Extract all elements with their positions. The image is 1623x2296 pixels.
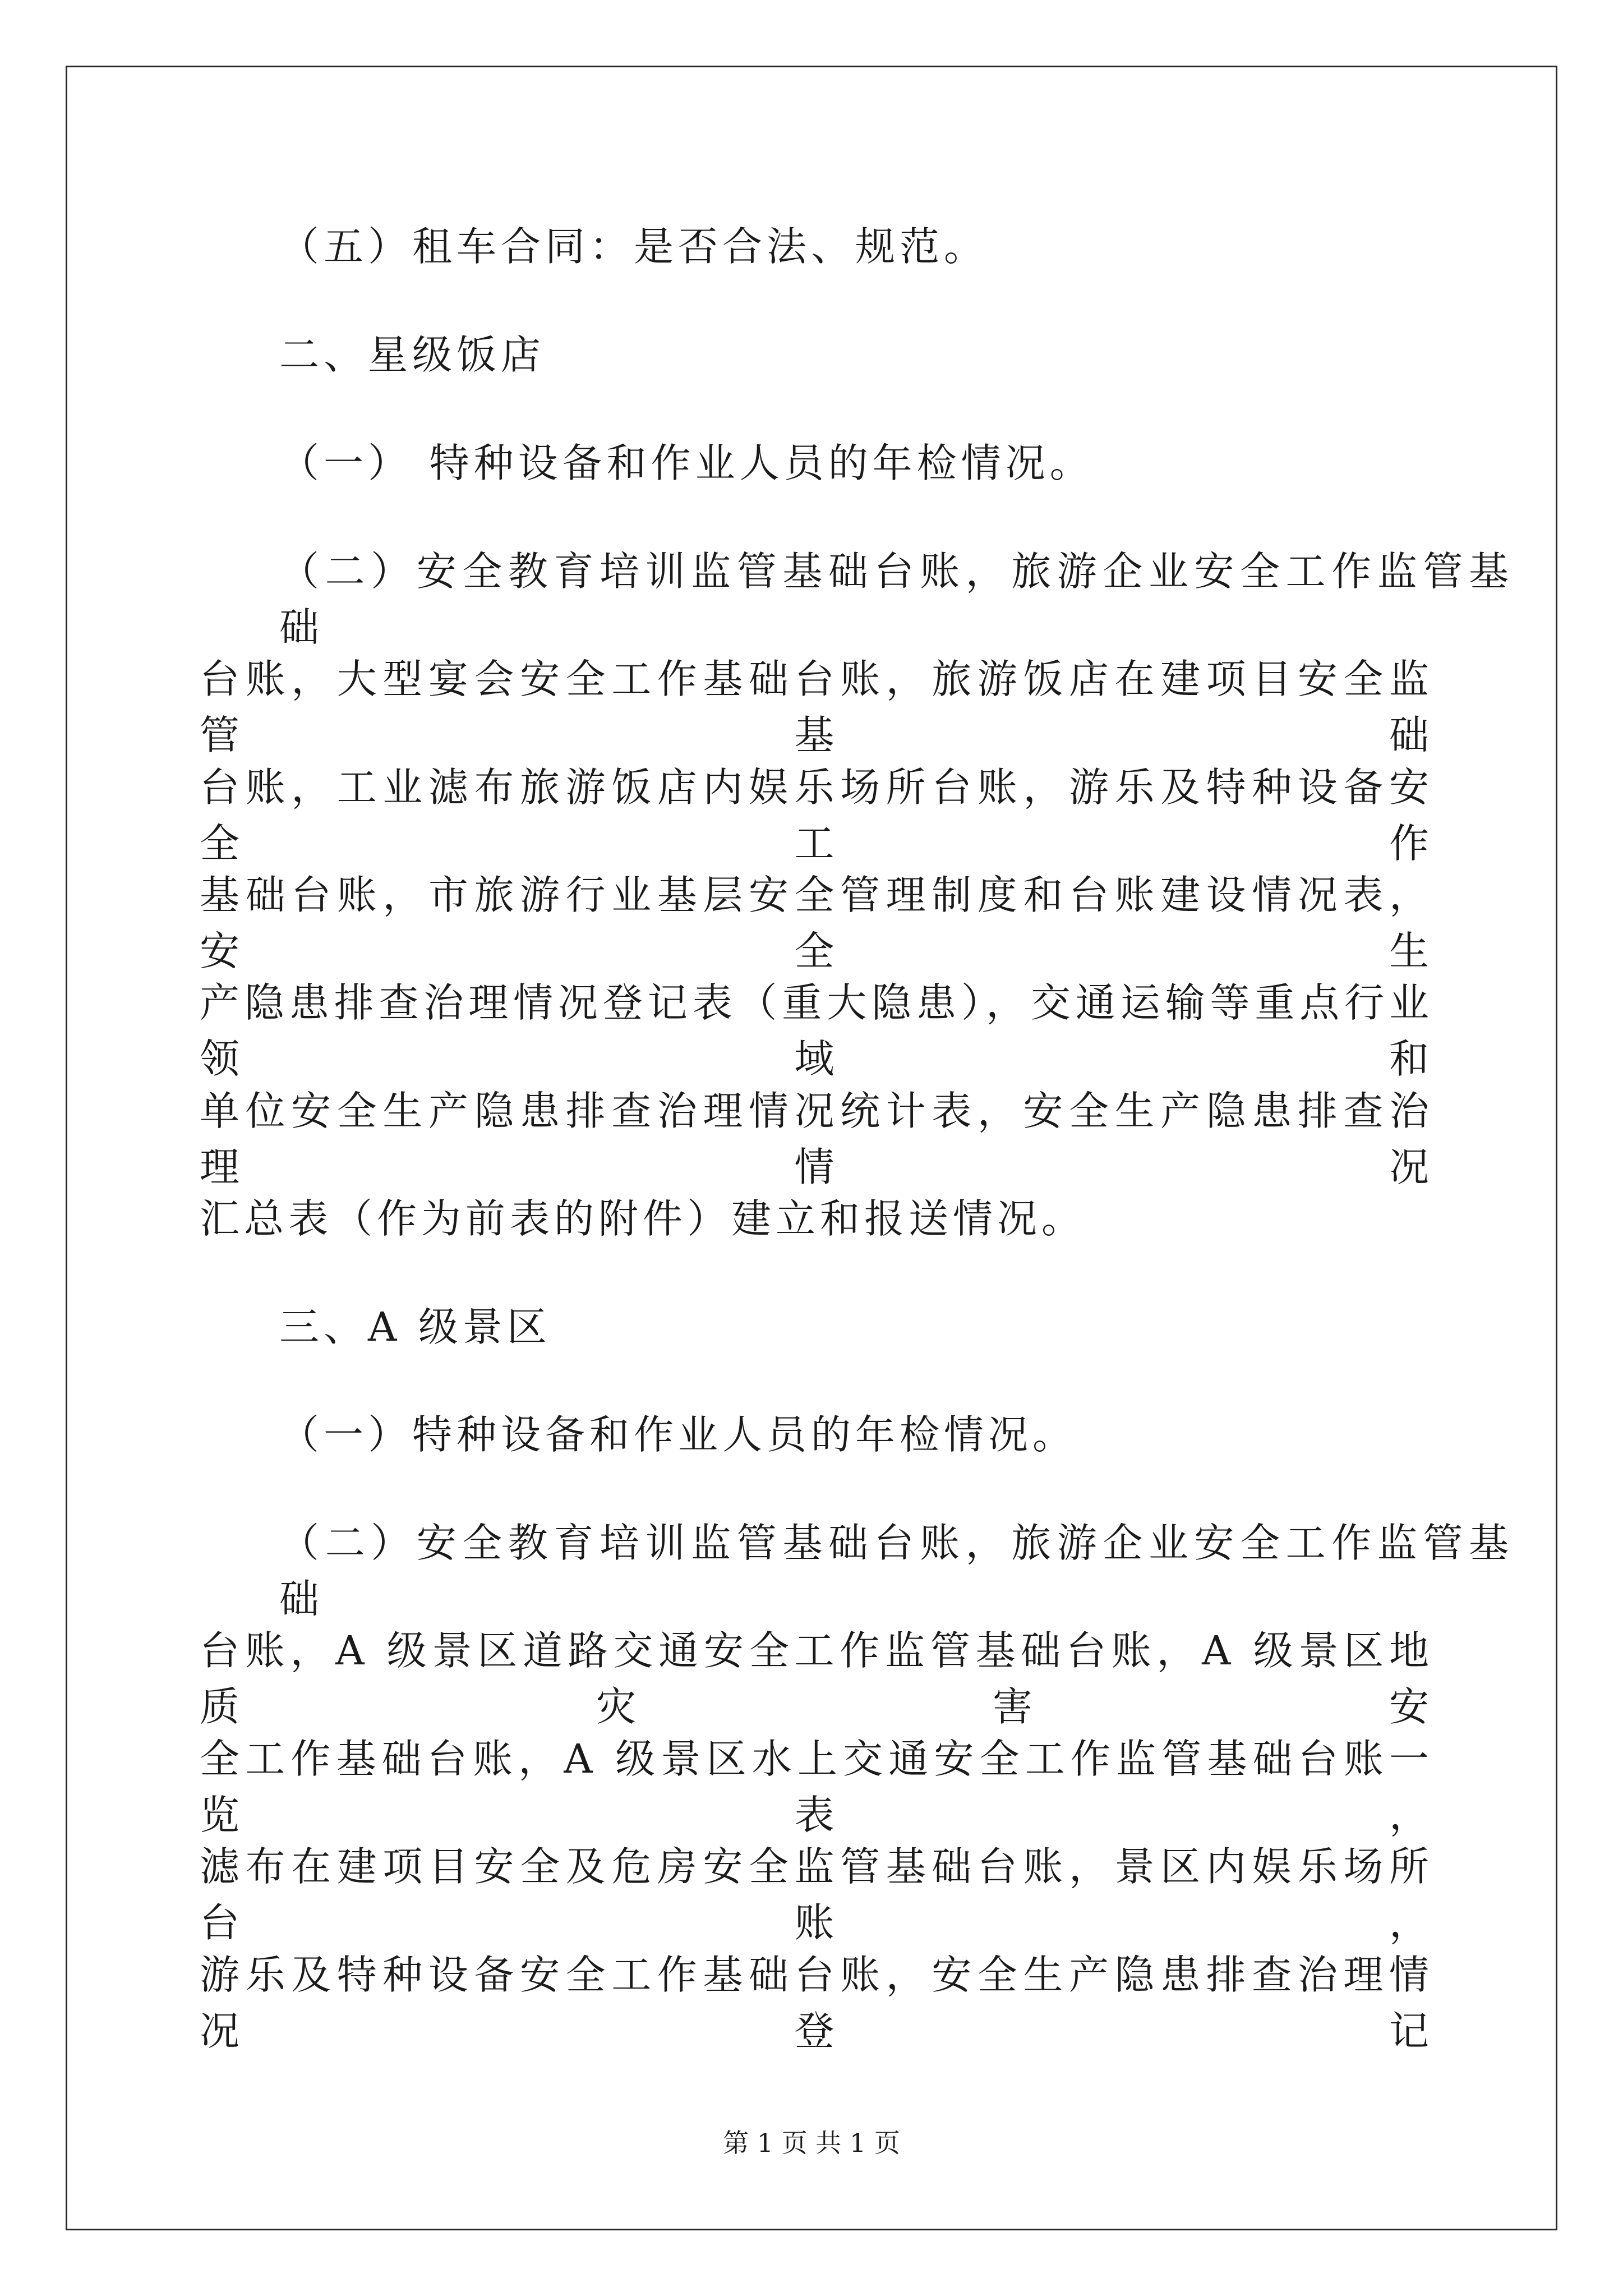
text-line: 全工作基础台账，A 级景区水上交通安全工作监管基础台账一览表， — [200, 1736, 1433, 1838]
text-line: （一） 特种设备和作业人员的年检情况。 — [279, 440, 1094, 486]
text-line: （一）特种设备和作业人员的年检情况。 — [279, 1411, 1077, 1458]
text-line: 游乐及特种设备安全工作基础台账，安全生产隐患排查治理情况登记 — [200, 1952, 1433, 2054]
text-line: 滤布在建项目安全及危房安全监管基础台账，景区内娱乐场所台账， — [200, 1843, 1433, 1946]
text-line: 单位安全生产隐患排查治理情况统计表，安全生产隐患排查治理情况 — [200, 1088, 1433, 1190]
text-line: （五）租车合同：是否合法、规范。 — [279, 223, 989, 270]
text-line: 产隐患排查治理情况登记表（重大隐患），交通运输等重点行业领域和 — [200, 979, 1433, 1082]
text-line: 台账，工业滤布旅游饭店内娱乐场所台账，游乐及特种设备安全工作 — [200, 764, 1433, 867]
page-footer: 第 1 页 共 1 页 — [723, 2128, 900, 2158]
text-line: （二）安全教育培训监管基础台账，旅游企业安全工作监管基础 — [279, 548, 1513, 651]
text-line: （二）安全教育培训监管基础台账，旅游企业安全工作监管基础 — [279, 1520, 1513, 1622]
text-line: 基础台账，市旅游行业基层安全管理制度和台账建设情况表，安全生 — [200, 872, 1433, 974]
text-line: 台账，大型宴会安全工作基础台账，旅游饭店在建项目安全监管基础 — [200, 656, 1433, 758]
section-heading: 二、星级饭店 — [279, 332, 546, 378]
text-line: 汇总表（作为前表的附件）建立和报送情况。 — [200, 1195, 1086, 1242]
section-heading: 三、A 级景区 — [279, 1304, 551, 1350]
text-line: 台账，A 级景区道路交通安全工作监管基础台账，A 级景区地质灾害安 — [200, 1627, 1433, 1730]
